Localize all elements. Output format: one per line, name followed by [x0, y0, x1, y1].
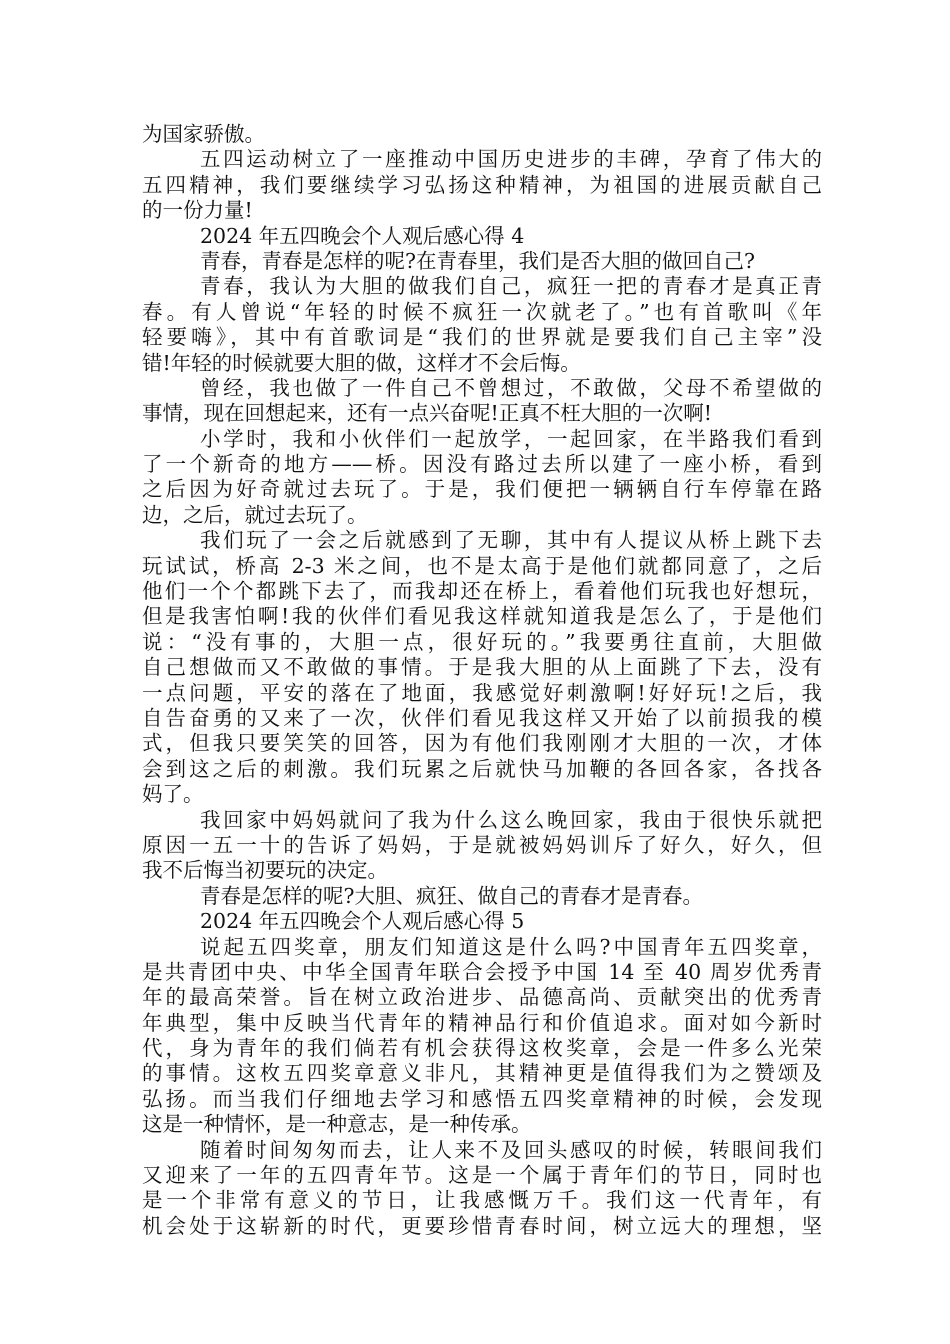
text-line: 代，身为青年的我们倘若有机会获得这枚奖章，会是一件多么光荣	[142, 1036, 822, 1061]
text-line: 但是我害怕啊!我的伙伴们看见我这样就知道我是怎么了，于是他们	[142, 604, 822, 629]
text-line: 是一个非常有意义的节日，让我感慨万千。我们这一代青年，有	[142, 1188, 822, 1213]
text-line: 为国家骄傲。	[142, 122, 265, 146]
section-heading: 2024 年五四晚会个人观后感心得 5	[200, 909, 525, 934]
text-line: 他们一个个都跳下去了，而我却还在桥上，看着他们玩我也好想玩，	[142, 579, 822, 604]
text-line: 五四运动树立了一座推动中国历史进步的丰碑，孕育了伟大的	[200, 147, 822, 172]
text-line: 事情，现在回想起来，还有一点兴奋呢!正真不枉大胆的一次啊!	[142, 401, 712, 426]
text-line: 式，但我只要笑笑的回答，因为有他们我刚刚才大胆的一次，才体	[142, 731, 822, 756]
text-line: 年典型，集中反映当代青年的精神品行和价值追求。面对如今新时	[142, 1010, 822, 1035]
text-line: 之后因为好奇就过去玩了。于是，我们便把一辆辆自行车停靠在路	[142, 477, 822, 502]
text-line: 原因一五一十的告诉了妈妈，于是就被妈妈训斥了好久，好久，但	[142, 832, 822, 857]
text-line: 的一份力量!	[142, 198, 253, 223]
text-line: 会到这之后的刺激。我们玩累之后就快马加鞭的各回各家，各找各	[142, 756, 822, 781]
text-line: 随着时间匆匆而去，让人来不及回头感叹的时候，转眼间我们	[200, 1137, 822, 1162]
text-line: 弘扬。而当我们仔细地去学习和感悟五四奖章精神的时候，会发现	[142, 1086, 822, 1111]
text-line: 又迎来了一年的五四青年节。这是一个属于青年们的节日，同时也	[142, 1163, 822, 1188]
text-line: 我回家中妈妈就问了我为什么这么晚回家，我由于很快乐就把	[200, 807, 822, 832]
text-line: 自告奋勇的又来了一次，伙伴们看见我这样又开始了以前损我的模	[142, 705, 822, 730]
text-line: 青春是怎样的呢?大胆、疯狂、做自己的青春才是青春。	[200, 883, 703, 908]
text-line: 玩试试，桥高 2-3 米之间，也不是太高于是他们就都同意了，之后	[142, 553, 822, 578]
text-line: 是共青团中央、中华全国青年联合会授予中国 14 至 40 周岁优秀青	[142, 959, 822, 984]
text-line: 年的最高荣誉。旨在树立政治进步、品德高尚、贡献突出的优秀青	[142, 985, 822, 1010]
text-line: 青春，青春是怎样的呢?在青春里，我们是否大胆的做回自己?	[200, 248, 755, 273]
text-line: 春。有人曾说“年轻的时候不疯狂一次就老了。”也有首歌叫《年	[142, 299, 822, 324]
text-line: 我不后悔当初要玩的决定。	[142, 858, 388, 883]
text-line: 妈了。	[142, 782, 204, 807]
text-line: 我们玩了一会之后就感到了无聊，其中有人提议从桥上跳下去	[200, 528, 822, 553]
section-heading: 2024 年五四晚会个人观后感心得 4	[200, 223, 525, 248]
text-line: 自己想做而又不敢做的事情。于是我大胆的从上面跳了下去，没有	[142, 655, 822, 680]
text-line: 一点问题，平安的落在了地面，我感觉好刺激啊!好好玩!之后，我	[142, 680, 822, 705]
document-page	[142, 122, 822, 1239]
text-line: 说：“没有事的，大胆一点，很好玩的。”我要勇往直前，大胆做	[142, 629, 822, 654]
text-line: 轻要嗨》，其中有首歌词是“我们的世界就是要我们自己主宰”没	[142, 325, 822, 350]
text-line: 五四精神，我们要继续学习弘扬这种精神，为祖国的进展贡献自己	[142, 172, 822, 197]
text-line: 这是一种情怀，是一种意志，是一种传承。	[142, 1112, 532, 1137]
text-line: 曾经，我也做了一件自己不曾想过，不敢做，父母不希望做的	[200, 375, 822, 400]
text-line: 了一个新奇的地方——桥。因没有路过去所以建了一座小桥，看到	[142, 452, 822, 477]
text-line: 青春，我认为大胆的做我们自己，疯狂一把的青春才是真正青	[200, 274, 822, 299]
text-line: 边，之后，就过去玩了。	[142, 502, 368, 527]
text-line: 的事情。这枚五四奖章意义非凡，其精神更是值得我们为之赞颂及	[142, 1061, 822, 1086]
text-line: 机会处于这崭新的时代，更要珍惜青春时间，树立远大的理想，坚	[142, 1213, 822, 1238]
text-line: 错!年轻的时候就要大胆的做，这样才不会后悔。	[142, 350, 581, 375]
text-line: 说起五四奖章，朋友们知道这是什么吗?中国青年五四奖章，	[200, 934, 822, 959]
text-line: 小学时，我和小伙伴们一起放学，一起回家，在半路我们看到	[200, 426, 822, 451]
